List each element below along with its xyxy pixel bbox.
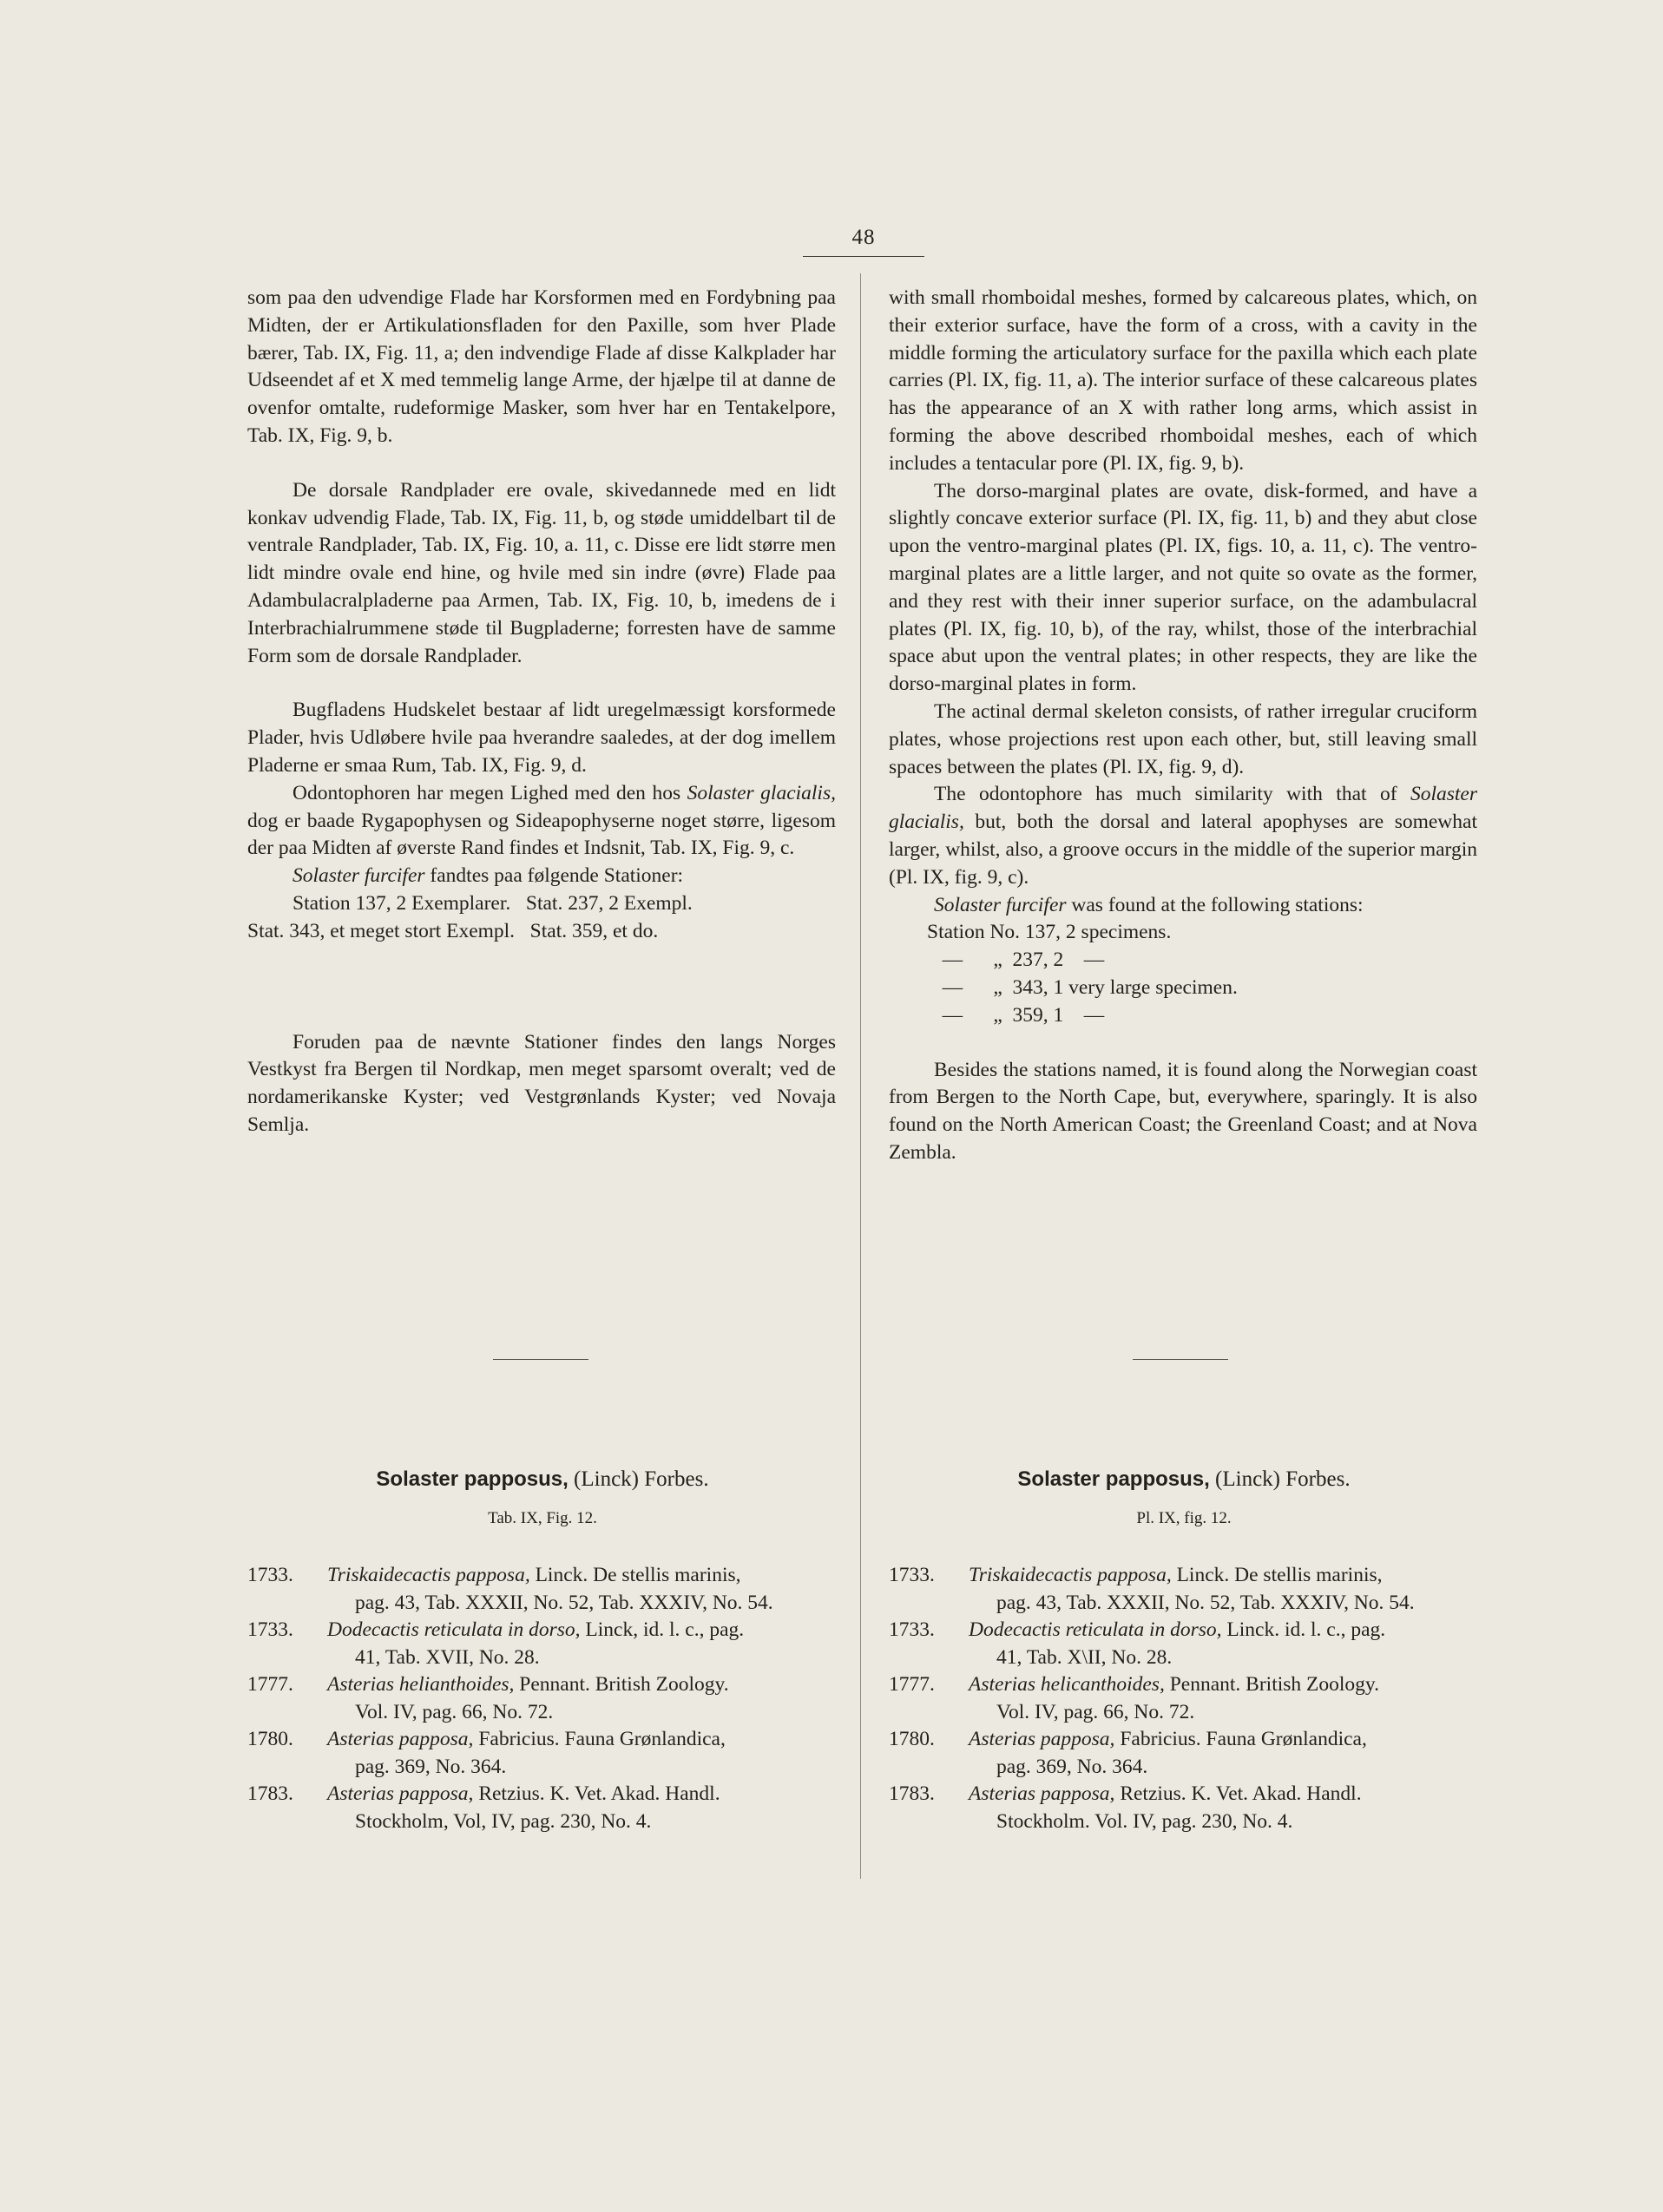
left-p4-species: Solaster glacialis, (687, 781, 836, 804)
right-paragraph-1: with small rhomboidal meshes, formed by calcareous plates, which, on their exterior surface, have the form of a cross, with a cavity in the middle forming the articulatory surface for the paxilla which each plate carries (Pl. IX, fig. 11, a). The interior surface of these calcareous plates has the appearance of an X with rather long arms, which assist in forming the above described rhomboidal meshes, each of which includes a tentacular pore (Pl. IX, fig. 9, b). (889, 286, 1477, 475)
right-column (889, 285, 1477, 1167)
station-row: — „ 237, 2 — (927, 948, 1105, 972)
ref-continuation: pag. 369, No. 364. (996, 1755, 1148, 1778)
station-row: — „ 343, 1 very large specimen. (927, 975, 1238, 999)
synonymy-entry (247, 1617, 838, 1671)
ref-taxon: Asterias papposa, (969, 1782, 1115, 1805)
synonymy-entry (247, 1781, 838, 1835)
right-p4-text-a: The odontophore has much similarity with that of (934, 783, 1410, 806)
ref-rest: Linck, id. l. c., pag. (580, 1618, 745, 1641)
synonymy-list-right (889, 1562, 1479, 1835)
ref-rest: Linck. De stellis marinis, (529, 1564, 741, 1586)
ref-continuation: pag. 43, Tab. XXXII, No. 52, Tab. XXXIV, No. 54. (355, 1591, 773, 1614)
ref-rest: Fabricius. Fauna Grønlandica, (1114, 1728, 1367, 1750)
ref-continuation: 41, Tab. XVII, No. 28. (355, 1645, 540, 1669)
right-paragraph-2: The dorso-marginal plates are ovate, disk-formed, and have a slightly concave exterior surface (Pl. IX, fig. 11, b) and they abut close upon the ventro-marginal plates (Pl. IX, figs. 10, a. 11, c). The ventro-marginal plates are a little larger, and not quite so ovate as the former, and they rest with their inner superior surface, on the adambulacral plates (Pl. IX, fig. 10, b), of the ray, whilst, those of the interbrachial space abut upon the ventral plates; in other respects, they are like the dorso-marginal plates in form. (889, 479, 1477, 696)
left-paragraph-4 (247, 780, 836, 863)
ref-taxon: Triskaidecactis papposa, (969, 1564, 1172, 1586)
left-paragraph-3: Bugfladens Hudskelet bestaar af lidt uregelmæssigt korsformede Plader, hvis Udløbere hvile paa hverandre saaledes, at der dog imellem Pladerne er smaa Rum, Tab. IX, Fig. 9, d. (247, 699, 836, 777)
ref-continuation: Stockholm, Vol, IV, pag. 230, No. 4. (355, 1809, 652, 1833)
ref-continuation: pag. 43, Tab. XXXII, No. 52, Tab. XXXIV, No. 54. (996, 1591, 1415, 1614)
ref-taxon: Dodecactis reticulata in dorso, (969, 1618, 1222, 1641)
left-p4-text-a: Odontophoren har megen Lighed med den hos (293, 781, 687, 804)
left-p5-text: fandtes paa følgende Stationer: (424, 864, 684, 888)
left-stations-line-1: Station 137, 2 Exemplarer. Stat. 237, 2 Exempl. (293, 891, 693, 915)
ref-text (313, 1671, 838, 1726)
ref-continuation: 41, Tab. X\II, No. 28. (996, 1645, 1173, 1669)
ref-continuation: Stockholm. Vol. IV, pag. 230, No. 4. (996, 1809, 1293, 1833)
station-row: Station No. 137, 2 specimens. (927, 921, 1172, 944)
left-paragraph-5 (247, 863, 836, 890)
station-row: — „ 359, 1 — (927, 1003, 1105, 1027)
left-p4-text-b: dog er baade Rygapophysen og Sideapophyserne noget større, ligesom der paa Midten af øverste Rand findes et Indsnit, Tab. IX, Fig. 9, c. (247, 809, 836, 860)
ref-year: 1783. (247, 1782, 293, 1805)
left-column (247, 285, 836, 1139)
right-paragraph-3: The actinal dermal skeleton consists, of rather irregular cruciform plates, whose projections rest upon each other, but, still leaving small spaces between the plates (Pl. IX, fig. 9, d). (889, 699, 1477, 778)
ref-taxon: Dodecactis reticulata in dorso, (327, 1618, 581, 1641)
left-paragraph-6: Foruden paa de nævnte Stationer findes den langs Norges Vestkyst fra Bergen til Nordkap, men meget sparsomt overalt; ved de nordamerikanske Kyster; ved Vestgrønlands Kyster; ved Novaja Semlja. (247, 1030, 836, 1136)
synonymy-entry (889, 1562, 1479, 1617)
ref-taxon: Asterias helianthoides, (327, 1673, 515, 1696)
synonymy-entry (247, 1562, 838, 1617)
ref-rest: Linck. De stellis marinis, (1171, 1564, 1383, 1586)
right-paragraph-6: Besides the stations named, it is found along the Norwegian coast from Bergen to the North Cape, but, everywhere, sparingly. It is also found on the North American Coast; the Greenland Coast; and at Nova Zembla. (889, 1058, 1477, 1164)
page-number: 48 (851, 226, 876, 249)
ref-text (313, 1562, 838, 1617)
left-paragraph-2: De dorsale Randplader ere ovale, skivedannede med en lidt konkav udvendig Flade, Tab. IX, Fig. 11, b, og støde umiddelbart til de ventrale Randplader, Tab. IX, Fig. 10, a. 11, c. Disse ere lidt større men lidt mindre ovale end hine, og hvile med sin indre (øvre) Flade paa Adambulacralpladerne paa Armen, Tab. IX, Fig. 10, b, imedens de i Interbrachialrummene støde til Bugpladerne; forresten have de samme Form som de dorsale Randplader. (247, 478, 836, 667)
ref-rest: Fabricius. Fauna Grønlandica, (473, 1728, 726, 1750)
ref-text (955, 1617, 1479, 1671)
ref-year: 1733. (247, 1564, 293, 1586)
ref-year: 1733. (889, 1618, 935, 1641)
species-heading-right (889, 1465, 1479, 1494)
section-divider-left (493, 1359, 588, 1360)
right-p5-species: Solaster furcifer (934, 893, 1067, 916)
species-name: Solaster papposus, (376, 1467, 569, 1491)
ref-text (955, 1726, 1479, 1781)
ref-taxon: Triskaidecactis papposa, (327, 1564, 530, 1586)
left-paragraph-1: som paa den udvendige Flade har Korsformen med en Fordybning paa Midten, der er Artikulationsfladen for den Paxille, som hver Plade bærer, Tab. IX, Fig. 11, a; den indvendige Flade af disse Kalkplader har Udseendet af et X med temmelig lange Arme, der hjælpe til at danne de ovenfor omtalte, rudeformige Masker, som hver har en Tentakelpore, Tab. IX, Fig. 9, b. (247, 286, 836, 447)
species-heading-left (247, 1465, 838, 1494)
synonymy-list-left (247, 1562, 838, 1835)
species-plate-ref: Tab. IX, Fig. 12. (488, 1509, 597, 1527)
species-author: (Linck) Forbes. (1209, 1467, 1351, 1491)
ref-text (313, 1726, 838, 1781)
ref-year: 1777. (889, 1673, 935, 1696)
ref-rest: Retzius. K. Vet. Akad. Handl. (1114, 1782, 1362, 1805)
species-author: (Linck) Forbes. (568, 1467, 709, 1491)
ref-rest: Pennant. British Zoology. (514, 1673, 729, 1696)
ref-year: 1777. (247, 1673, 293, 1696)
ref-rest: Pennant. British Zoology. (1164, 1673, 1380, 1696)
ref-year: 1733. (889, 1564, 935, 1586)
ref-taxon: Asterias helicanthoides, (969, 1673, 1165, 1696)
synonymy-entry (889, 1726, 1479, 1781)
ref-text (955, 1781, 1479, 1835)
right-station-list (889, 919, 1477, 1029)
synonymy-entry (889, 1781, 1479, 1835)
ref-text (313, 1617, 838, 1671)
ref-continuation: Vol. IV, pag. 66, No. 72. (996, 1700, 1195, 1723)
right-paragraph-5 (889, 892, 1477, 920)
right-p4-species: Solaster glacialis, (889, 783, 1477, 834)
ref-continuation: Vol. IV, pag. 66, No. 72. (355, 1700, 554, 1723)
left-p5-species: Solaster furcifer (293, 864, 425, 888)
right-p5-text: was found at the following stations: (1066, 893, 1364, 916)
page-number-rule (803, 256, 924, 257)
ref-rest: Retzius. K. Vet. Akad. Handl. (473, 1782, 720, 1805)
ref-rest: Linck. id. l. c., pag. (1221, 1618, 1386, 1641)
ref-text (313, 1781, 838, 1835)
ref-year: 1783. (889, 1782, 935, 1805)
ref-year: 1780. (889, 1728, 935, 1750)
section-divider-right (1133, 1359, 1228, 1360)
left-stations-line-2: Stat. 343, et meget stort Exempl. Stat. 359, et do. (247, 919, 659, 942)
species-plate-ref: Pl. IX, fig. 12. (1136, 1509, 1232, 1527)
synonymy-entry (247, 1726, 838, 1781)
synonymy-entry (889, 1617, 1479, 1671)
ref-year: 1780. (247, 1728, 293, 1750)
species-block-right (889, 1465, 1479, 1835)
ref-taxon: Asterias papposa, (327, 1782, 474, 1805)
ref-taxon: Asterias papposa, (327, 1728, 474, 1750)
ref-continuation: pag. 369, No. 364. (355, 1755, 507, 1778)
right-p4-text-b: but, both the dorsal and lateral apophyses are somewhat larger, whilst, also, a groove occurs in the middle of the superior margin (Pl. IX, fig. 9, c). (889, 811, 1477, 889)
ref-text (955, 1562, 1479, 1617)
column-divider (860, 273, 861, 1879)
species-name: Solaster papposus, (1017, 1467, 1210, 1491)
species-block-left (247, 1465, 838, 1835)
ref-text (955, 1671, 1479, 1726)
ref-taxon: Asterias papposa, (969, 1728, 1115, 1750)
synonymy-entry (247, 1671, 838, 1726)
synonymy-entry (889, 1671, 1479, 1726)
ref-year: 1733. (247, 1618, 293, 1641)
right-paragraph-4 (889, 781, 1477, 891)
